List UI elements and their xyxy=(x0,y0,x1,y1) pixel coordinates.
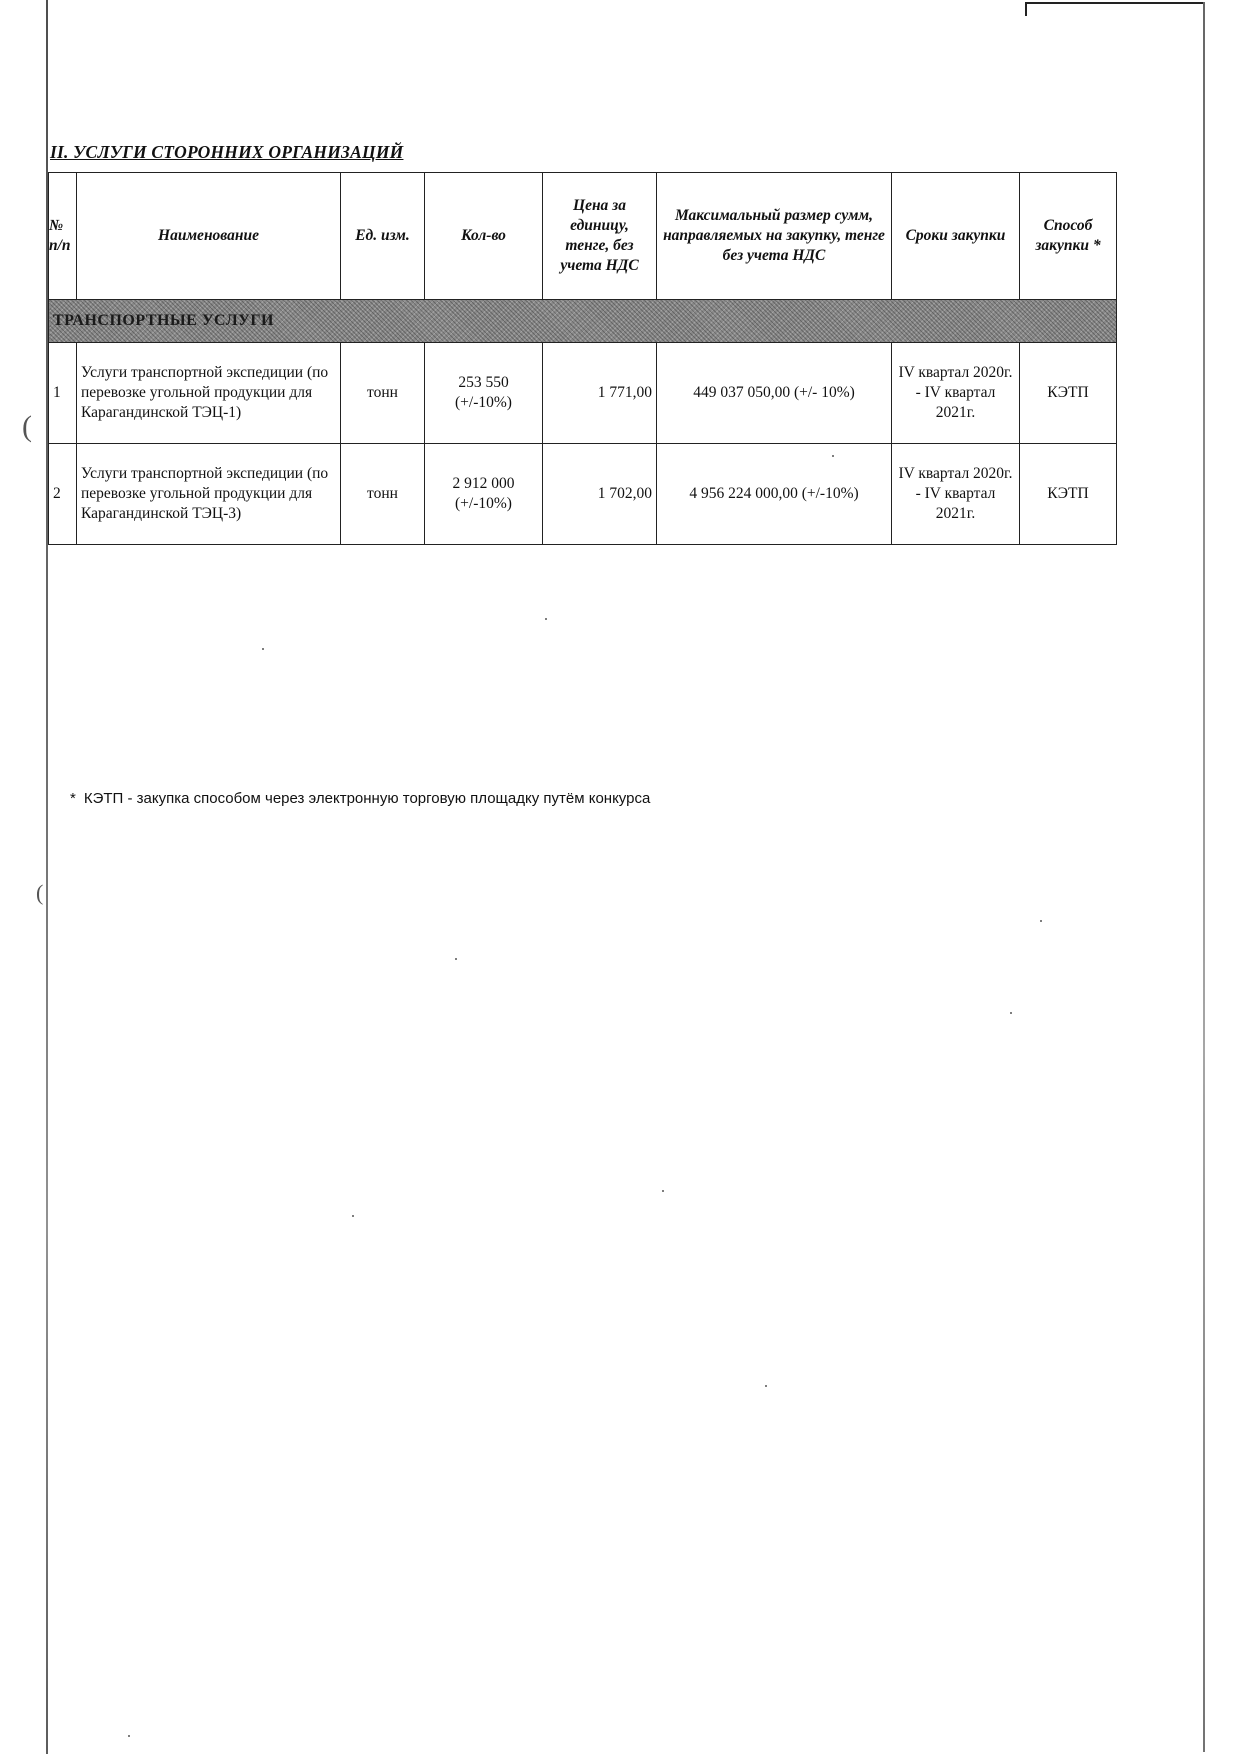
footnote-text: КЭТП - закупка способом через электронную торговую площадку путём конкурса xyxy=(83,790,651,807)
header-price: Цена за единицу, тенге, без учета НДС xyxy=(543,173,657,300)
footnote-mark: * xyxy=(70,790,76,807)
scan-edge-tick xyxy=(1025,2,1027,16)
cell-unit: тонн xyxy=(341,343,425,444)
table-row xyxy=(49,444,1117,545)
cell-num: 1 xyxy=(49,343,77,444)
table-row xyxy=(49,343,1117,444)
table-header-row xyxy=(49,173,1117,300)
scan-speck xyxy=(765,1385,767,1387)
cell-method: КЭТП xyxy=(1020,343,1117,444)
cell-num: 2 xyxy=(49,444,77,545)
header-num: № п/п xyxy=(49,173,77,300)
margin-binding-mark: ( xyxy=(22,410,32,443)
scan-speck xyxy=(1010,1012,1012,1014)
header-max-amount: Максимальный размер сумм, направляемых на закупку, тенге без учета НДС xyxy=(657,173,892,300)
cell-max-amount: 4 956 224 000,00 (+/-10%) xyxy=(657,444,892,545)
scan-speck xyxy=(128,1735,130,1737)
scan-speck xyxy=(262,648,264,650)
group-label: ТРАНСПОРТНЫЕ УСЛУГИ xyxy=(49,300,1117,343)
header-method: Способ закупки * xyxy=(1020,173,1117,300)
cell-term: IV квартал 2020г. - IV квартал 2021г. xyxy=(892,343,1020,444)
cell-name: Услуги транспортной экспедиции (по перевозке угольной продукции для Карагандинской ТЭЦ-1) xyxy=(77,343,341,444)
header-name: Наименование xyxy=(77,173,341,300)
cell-method: КЭТП xyxy=(1020,444,1117,545)
header-unit: Ед. изм. xyxy=(341,173,425,300)
margin-binding-mark: ( xyxy=(36,880,44,905)
cell-unit: тонн xyxy=(341,444,425,545)
cell-qty: 2 912 000 (+/-10%) xyxy=(425,444,543,545)
scan-speck xyxy=(662,1190,664,1192)
header-qty: Кол-во xyxy=(425,173,543,300)
cell-term: IV квартал 2020г. - IV квартал 2021г. xyxy=(892,444,1020,545)
cell-name: Услуги транспортной экспедиции (по перевозке угольной продукции для Карагандинской ТЭЦ-3) xyxy=(77,444,341,545)
scan-edge-top xyxy=(1025,2,1203,4)
group-row xyxy=(49,300,1117,343)
scan-speck xyxy=(455,958,457,960)
footnote xyxy=(70,790,650,807)
scan-speck xyxy=(545,618,547,620)
cell-max-amount: 449 037 050,00 (+/- 10%) xyxy=(657,343,892,444)
section-title: II. УСЛУГИ СТОРОННИХ ОРГАНИЗАЦИЙ xyxy=(50,142,404,162)
scan-speck xyxy=(1040,920,1042,922)
services-table xyxy=(48,172,1117,545)
scan-edge-right xyxy=(1203,2,1205,1752)
cell-price: 1 771,00 xyxy=(543,343,657,444)
header-term: Сроки закупки xyxy=(892,173,1020,300)
cell-qty: 253 550 (+/-10%) xyxy=(425,343,543,444)
cell-price: 1 702,00 xyxy=(543,444,657,545)
scan-speck xyxy=(352,1215,354,1217)
